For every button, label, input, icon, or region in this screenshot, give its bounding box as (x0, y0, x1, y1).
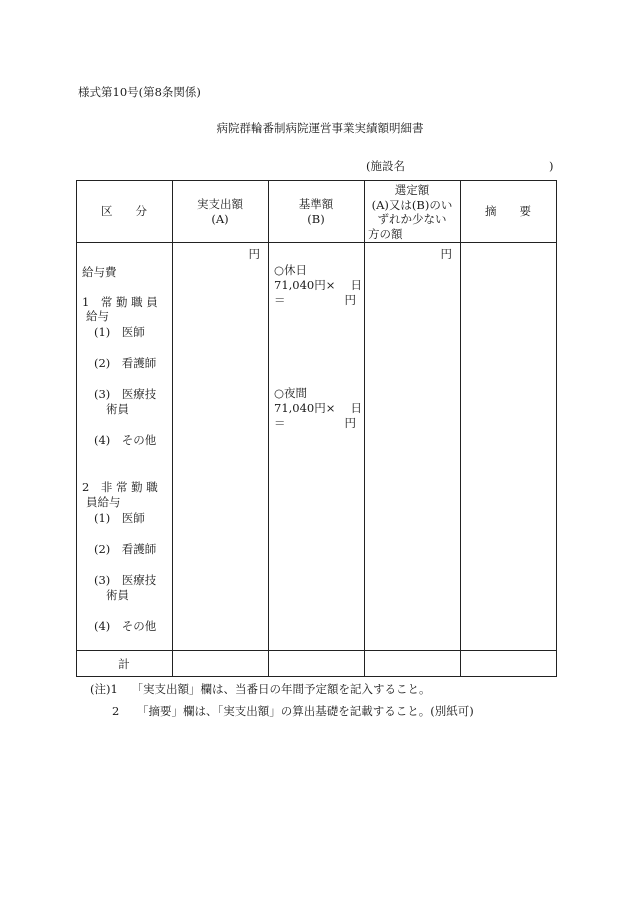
note-1-text: 「実支出額」欄は、当番日の年間予定額を記入すること。 (131, 682, 431, 696)
note-1-prefix: (注)1 (90, 682, 118, 696)
category-fulltime-cont: 給与 (86, 309, 109, 323)
note-2-prefix: 2 (112, 704, 120, 718)
header-remarks: 摘 要 (485, 204, 531, 218)
standard-night-unit: 円 (344, 416, 356, 430)
expense-detail-table (76, 180, 556, 676)
header-actual-expense (172, 197, 268, 226)
header-category: 区 分 (101, 204, 147, 218)
header-selected-line4: 方の額 (368, 226, 403, 241)
standard-holiday-label: ○休日 (274, 263, 308, 277)
header-selected-line1: 選定額 (394, 183, 430, 197)
selected-yen-unit: 円 (440, 247, 452, 261)
standard-night-label: ○夜間 (274, 386, 308, 400)
table-border-bottom (76, 676, 557, 677)
note-1 (90, 684, 430, 696)
header-actual-expense-line1: 実支出額 (197, 197, 243, 211)
standard-night-formula: 71,040円× 日 (274, 401, 363, 415)
category-fulltime: 1 常 勤 職 員 (82, 295, 158, 309)
document-title: 病院群輪番制病院運営事業実績額明細書 (216, 121, 424, 135)
header-standard-line1: 基準額 (298, 197, 334, 211)
category-fulltime-other: (4) その他 (94, 433, 157, 447)
total-divider (76, 650, 557, 651)
category-salary: 給与費 (82, 265, 117, 279)
category-parttime-medtech-cont: 術員 (106, 588, 129, 602)
column-divider-4 (460, 180, 461, 677)
header-actual-expense-line2: (A) (211, 211, 229, 226)
header-selected-line2: (A)又は(B)のい (371, 197, 453, 212)
category-parttime-doctor: (1) 医師 (94, 511, 145, 525)
facility-name-label: (施設名 (366, 159, 405, 173)
note-2-text: 「摘要」欄は、「実支出額」の算出基礎を記載すること。(別紙可) (136, 704, 474, 718)
category-parttime-nurse: (2) 看護師 (94, 542, 157, 556)
category-fulltime-doctor: (1) 医師 (94, 325, 145, 339)
total-label: 計 (118, 657, 130, 671)
header-standard-amount (268, 197, 364, 226)
header-selected-line3: ずれか少ない (377, 212, 447, 226)
category-fulltime-medtech-cont: 術員 (106, 402, 129, 416)
actual-yen-unit: 円 (248, 247, 260, 261)
facility-name-close: ) (549, 159, 554, 173)
form-number: 様式第10号(第8条関係) (78, 85, 201, 99)
table-border-left (76, 180, 77, 677)
header-divider (76, 242, 557, 243)
table-border-right (556, 180, 557, 677)
category-parttime-cont: 員給与 (86, 495, 121, 509)
standard-night-result: ＝ (274, 416, 286, 430)
header-selected-amount (364, 183, 460, 241)
category-fulltime-medtech: (3) 医療技 (94, 387, 157, 401)
header-standard-line2: (B) (307, 211, 325, 226)
category-parttime-other: (4) その他 (94, 619, 157, 633)
category-parttime: 2 非 常 勤 職 (82, 480, 158, 494)
category-parttime-medtech: (3) 医療技 (94, 573, 157, 587)
standard-holiday-unit: 円 (344, 293, 356, 307)
standard-holiday-result: ＝ (274, 293, 286, 307)
note-2 (112, 706, 474, 718)
category-fulltime-nurse: (2) 看護師 (94, 356, 157, 370)
table-border-top (76, 180, 557, 181)
standard-holiday-formula: 71,040円× 日 (274, 278, 363, 292)
